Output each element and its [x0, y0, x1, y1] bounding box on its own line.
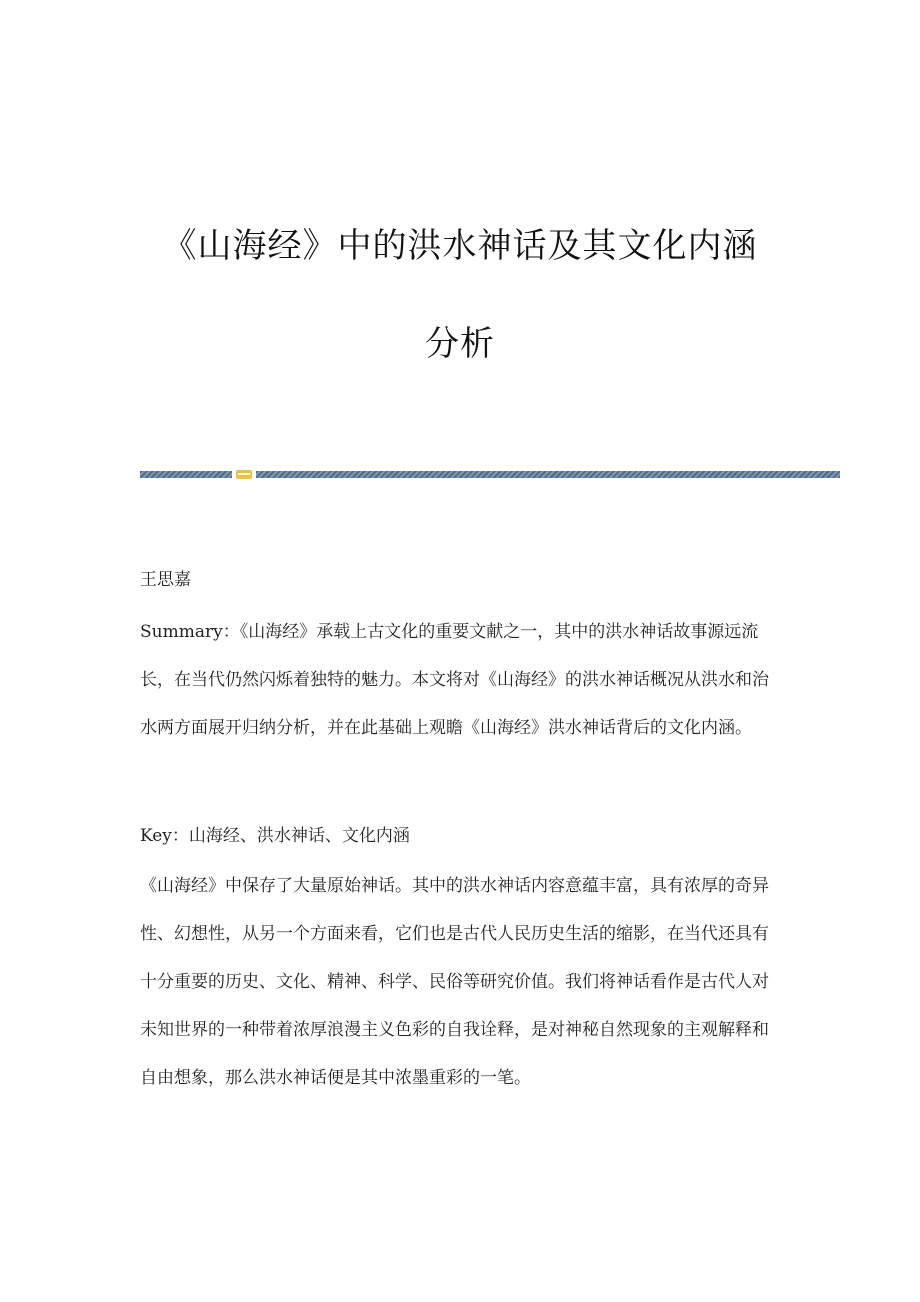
divider-left-segment: [140, 471, 232, 478]
summary-paragraph: Summary：《山海经》承载上古文化的重要文献之一，其中的洪水神话故事源远流长，在当代仍然闪烁着独特的魅力。本文将对《山海经》的洪水神话概况从洪水和治水两方面展开归纳分析，并在此基础上观瞻《山海经》洪水神话背后的文化内涵。: [140, 622, 769, 738]
title-line-2: 分析: [425, 324, 495, 364]
envelope-icon: [236, 470, 252, 479]
divider-right-segment: [256, 471, 840, 478]
author-name: 王思嘉: [140, 570, 191, 590]
title-line-1: 《山海经》中的洪水神话及其文化内涵: [162, 226, 758, 266]
body-paragraph: 《山海经》中保存了大量原始神话。其中的洪水神话内容意蕴丰富，具有浓厚的奇异性、幻想性，从另一个方面来看，它们也是古代人民历史生活的缩影，在当代还具有十分重要的历史、文化、精神、科学、民俗等研究价值。我们将神话看作是古代人对未知世界的一种带着浓厚浪漫主义色彩的自我诠释，是对神秘自然现象的主观解释和自由想象，那么洪水神话便是其中浓墨重彩的一笔。: [140, 876, 769, 1088]
title-divider: [140, 470, 840, 479]
keywords-line: Key：山海经、洪水神话、文化内涵: [140, 826, 410, 846]
